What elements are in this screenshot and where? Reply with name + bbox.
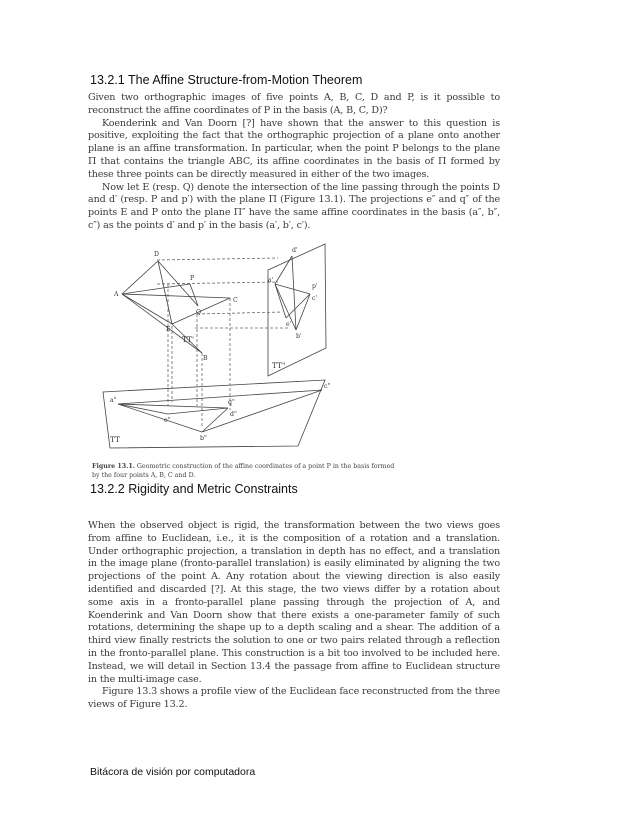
label-d1: d' — [292, 247, 298, 254]
paragraph: Figure 13.3 shows a profile view of the Euclidean face reconstructed from the three views of Figure 13.2. — [88, 686, 500, 711]
label-B: B — [203, 355, 208, 362]
label-A: A — [114, 291, 119, 298]
scanned-text-block-1 — [88, 92, 500, 233]
label-d2: d" — [230, 411, 237, 418]
label-c1: c' — [312, 295, 318, 302]
section-heading-affine-sfm: 13.2.1 The Affine Structure-from-Motion Theorem — [90, 73, 363, 87]
label-plane-pi-prime: ΤΤ' — [182, 335, 195, 344]
label-p1: p' — [312, 283, 318, 290]
label-E: E — [166, 326, 171, 333]
paragraph: When the observed object is rigid, the transformation between the two views goes from affine to Euclidean, i.e., it is the composition of a rotation and a translation. Under orthographic projection, a translation in depth has no effect, and a translation in the image plane (fronto-parallel translation) is easily eliminated by aligning the two projections of the point A. Any rotation about the viewing direction is also easily identified and discarded [?]. At this stage, the two views differ by a rotation about some axis in a fronto-parallel plane passing through the projection of A, and Koenderink and Van Doorn show that there exists a one-parameter family of such rotations, determining the shape up to a depth scaling and a shear. The addition of a third view finally restricts the solution to one or two pairs related through a reflection in the fronto-parallel plane. This construction is a bit too involved to be included here. Instead, we will detail in Section 13.4 the passage from affine to Euclidean structure in the multi-image case. — [88, 520, 500, 685]
plane-pi-double-prime — [268, 244, 326, 376]
label-b2: b" — [200, 435, 207, 442]
label-a2: a" — [110, 397, 117, 404]
scanned-text-block-2 — [88, 520, 500, 712]
label-P: P — [190, 275, 195, 282]
label-e1: e' — [286, 321, 292, 328]
label-plane-pi: ΤΤ — [110, 435, 121, 444]
label-a1: a' — [268, 277, 274, 284]
label-C: C — [233, 297, 238, 304]
figure-13-1-diagram — [100, 236, 430, 454]
page-footer: Bitácora de visión por computadora — [90, 766, 256, 778]
label-c2: c" — [324, 383, 331, 390]
paragraph: Given two orthographic images of five points A, B, C, D and P, is it possible to reconstruct the affine coordinates of P in the basis (A, B, C, D)? — [88, 92, 500, 116]
label-D: D — [154, 251, 159, 258]
label-e2: e" — [164, 417, 171, 424]
label-plane-pi-double-prime: ΤΤ" — [272, 361, 286, 370]
affine-construction-diagram — [100, 236, 430, 454]
label-Q: Q — [196, 309, 202, 316]
label-b1: b' — [296, 333, 302, 340]
plane-pi — [103, 380, 325, 448]
figure-caption — [92, 463, 402, 481]
caption-text: Geometric construction of the affine coordinates of a point P in the basis formed by the four points A, B, C and D. — [92, 463, 395, 479]
label-q2: q" — [228, 399, 235, 406]
section-heading-rigidity: 13.2.2 Rigidity and Metric Constraints — [90, 482, 298, 496]
paragraph: Now let E (resp. Q) denote the intersection of the line passing through the points D and d′ (resp. P and p′) with the plane Π (Figure 13.1). The projections e″ and q″ of the points E and P onto the plane Π″ have the same affine coordinates in the basis (a″, b″, c″) as the points d′ and p′ in the basis (a′, b′, c′). — [88, 181, 500, 231]
paragraph: Koenderink and Van Doorn [?] have shown that the answer to this question is positive, exploiting the fact that the orthographic projection of a plane onto another plane is an affine transformation. In particular, when the point P belongs to the plane Π that contains the triangle ABC, its affine coordinates in the basis of Π formed by these three points can be directly measured in either of the two images. — [88, 117, 500, 180]
caption-label: Figure 13.1. — [92, 463, 135, 470]
